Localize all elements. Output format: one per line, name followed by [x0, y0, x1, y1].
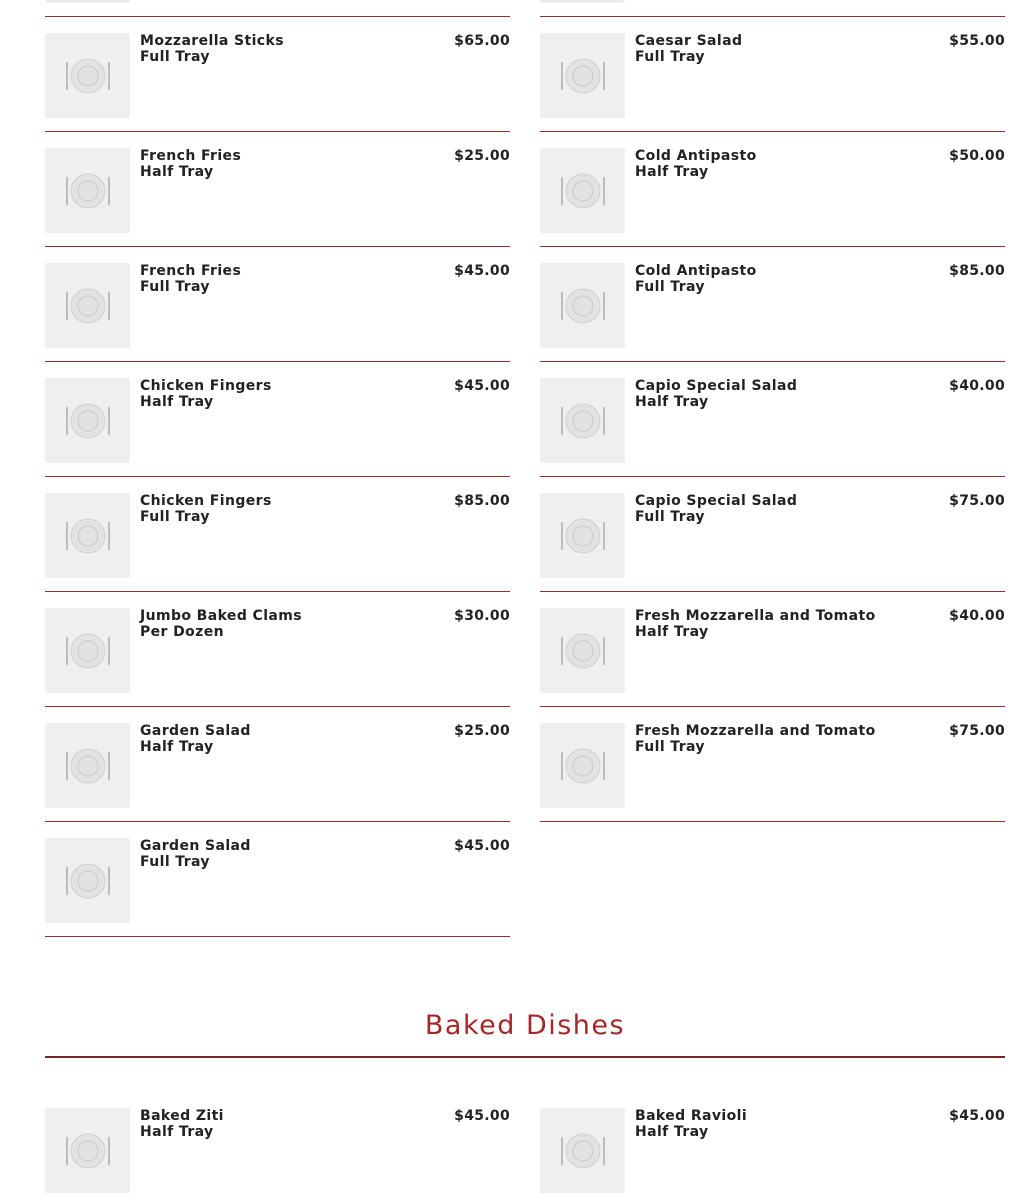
item-size: Full Tray — [635, 739, 705, 755]
item-thumbnail — [540, 608, 625, 693]
previous-item-thumbnail — [45, 0, 130, 3]
item-size: Per Dozen — [140, 624, 224, 640]
item-price: $45.00 — [949, 1108, 1005, 1124]
plate-fork-knife-icon — [58, 631, 118, 671]
item-size: Half Tray — [140, 164, 214, 180]
item-price: $65.00 — [454, 33, 510, 49]
item-thumbnail — [45, 378, 130, 463]
item-size: Full Tray — [140, 49, 210, 65]
item-thumbnail — [45, 608, 130, 693]
item-size: Half Tray — [635, 1124, 709, 1140]
item-name: French Fries — [140, 263, 242, 279]
item-price: $75.00 — [949, 723, 1005, 739]
item-thumbnail — [45, 493, 130, 578]
plate-fork-knife-icon — [58, 746, 118, 786]
plate-fork-knife-icon — [553, 631, 613, 671]
item-thumbnail — [540, 723, 625, 808]
item-name: Capio Special Salad — [635, 378, 798, 394]
item-price: $40.00 — [949, 608, 1005, 624]
item-name: Baked Ravioli — [635, 1108, 748, 1124]
item-size: Full Tray — [140, 279, 210, 295]
menu-item[interactable] — [540, 477, 1005, 592]
item-thumbnail — [45, 838, 130, 923]
item-price: $45.00 — [454, 1108, 510, 1124]
item-size: Half Tray — [635, 394, 709, 410]
item-name: Jumbo Baked Clams — [140, 608, 302, 624]
item-name: Garden Salad — [140, 723, 251, 739]
item-size: Half Tray — [140, 739, 214, 755]
item-size: Half Tray — [635, 164, 709, 180]
item-price: $45.00 — [454, 838, 510, 854]
item-thumbnail — [45, 263, 130, 348]
menu-item[interactable] — [45, 822, 510, 937]
item-price: $55.00 — [949, 33, 1005, 49]
plate-fork-knife-icon — [58, 516, 118, 556]
previous-item-thumbnail — [540, 0, 625, 3]
item-size: Half Tray — [635, 624, 709, 640]
plate-fork-knife-icon — [58, 1131, 118, 1171]
section-title-baked-dishes: Baked Dishes — [424, 1010, 626, 1041]
item-thumbnail — [540, 1108, 625, 1193]
item-price: $30.00 — [454, 608, 510, 624]
item-name: French Fries — [140, 148, 242, 164]
plate-fork-knife-icon — [58, 56, 118, 96]
plate-fork-knife-icon — [58, 861, 118, 901]
plate-fork-knife-icon — [553, 401, 613, 441]
item-price: $85.00 — [949, 263, 1005, 279]
item-name: Chicken Fingers — [140, 493, 272, 509]
menu-item[interactable] — [540, 247, 1005, 362]
item-price: $85.00 — [454, 493, 510, 509]
menu-item[interactable] — [540, 592, 1005, 707]
plate-fork-knife-icon — [553, 171, 613, 211]
item-thumbnail — [45, 723, 130, 808]
item-size: Full Tray — [635, 49, 705, 65]
item-price: $25.00 — [454, 723, 510, 739]
item-thumbnail — [540, 148, 625, 233]
menu-item[interactable] — [45, 17, 510, 132]
menu-item[interactable] — [45, 362, 510, 477]
menu-item[interactable] — [540, 132, 1005, 247]
item-size: Full Tray — [635, 509, 705, 525]
item-name: Mozzarella Sticks — [140, 33, 284, 49]
item-price: $40.00 — [949, 378, 1005, 394]
item-thumbnail — [540, 493, 625, 578]
plate-fork-knife-icon — [553, 286, 613, 326]
menu-item[interactable] — [540, 17, 1005, 132]
item-name: Cold Antipasto — [635, 263, 757, 279]
item-thumbnail — [540, 263, 625, 348]
item-price: $45.00 — [454, 263, 510, 279]
item-name: Garden Salad — [140, 838, 251, 854]
item-thumbnail — [540, 33, 625, 118]
item-price: $50.00 — [949, 148, 1005, 164]
item-price: $25.00 — [454, 148, 510, 164]
menu-item[interactable] — [45, 592, 510, 707]
item-price: $75.00 — [949, 493, 1005, 509]
item-size: Full Tray — [635, 279, 705, 295]
plate-fork-knife-icon — [58, 286, 118, 326]
plate-fork-knife-icon — [553, 1131, 613, 1171]
menu-item[interactable] — [45, 707, 510, 822]
item-size: Half Tray — [140, 394, 214, 410]
menu-column-right — [540, 17, 1005, 822]
item-thumbnail — [540, 378, 625, 463]
menu-item[interactable] — [45, 247, 510, 362]
item-size: Half Tray — [140, 1124, 214, 1140]
menu-item[interactable] — [540, 362, 1005, 477]
item-name: Cold Antipasto — [635, 148, 757, 164]
item-name: Chicken Fingers — [140, 378, 272, 394]
item-name: Fresh Mozzarella and Tomato — [635, 723, 876, 739]
item-thumbnail — [45, 33, 130, 118]
section-divider — [45, 1056, 1005, 1058]
plate-fork-knife-icon — [553, 56, 613, 96]
menu-item[interactable] — [45, 477, 510, 592]
item-name: Baked Ziti — [140, 1108, 224, 1124]
plate-fork-knife-icon — [58, 171, 118, 211]
menu-item[interactable] — [540, 1092, 1005, 1152]
item-size: Full Tray — [140, 509, 210, 525]
menu-item[interactable] — [45, 132, 510, 247]
plate-fork-knife-icon — [58, 401, 118, 441]
plate-fork-knife-icon — [553, 746, 613, 786]
item-thumbnail — [45, 148, 130, 233]
item-name: Fresh Mozzarella and Tomato — [635, 608, 876, 624]
item-name: Capio Special Salad — [635, 493, 798, 509]
menu-column-left — [45, 17, 510, 937]
item-price: $45.00 — [454, 378, 510, 394]
menu-item[interactable] — [540, 707, 1005, 822]
menu-item[interactable] — [45, 1092, 510, 1152]
item-size: Full Tray — [140, 854, 210, 870]
item-name: Caesar Salad — [635, 33, 743, 49]
item-thumbnail — [45, 1108, 130, 1193]
plate-fork-knife-icon — [553, 516, 613, 556]
